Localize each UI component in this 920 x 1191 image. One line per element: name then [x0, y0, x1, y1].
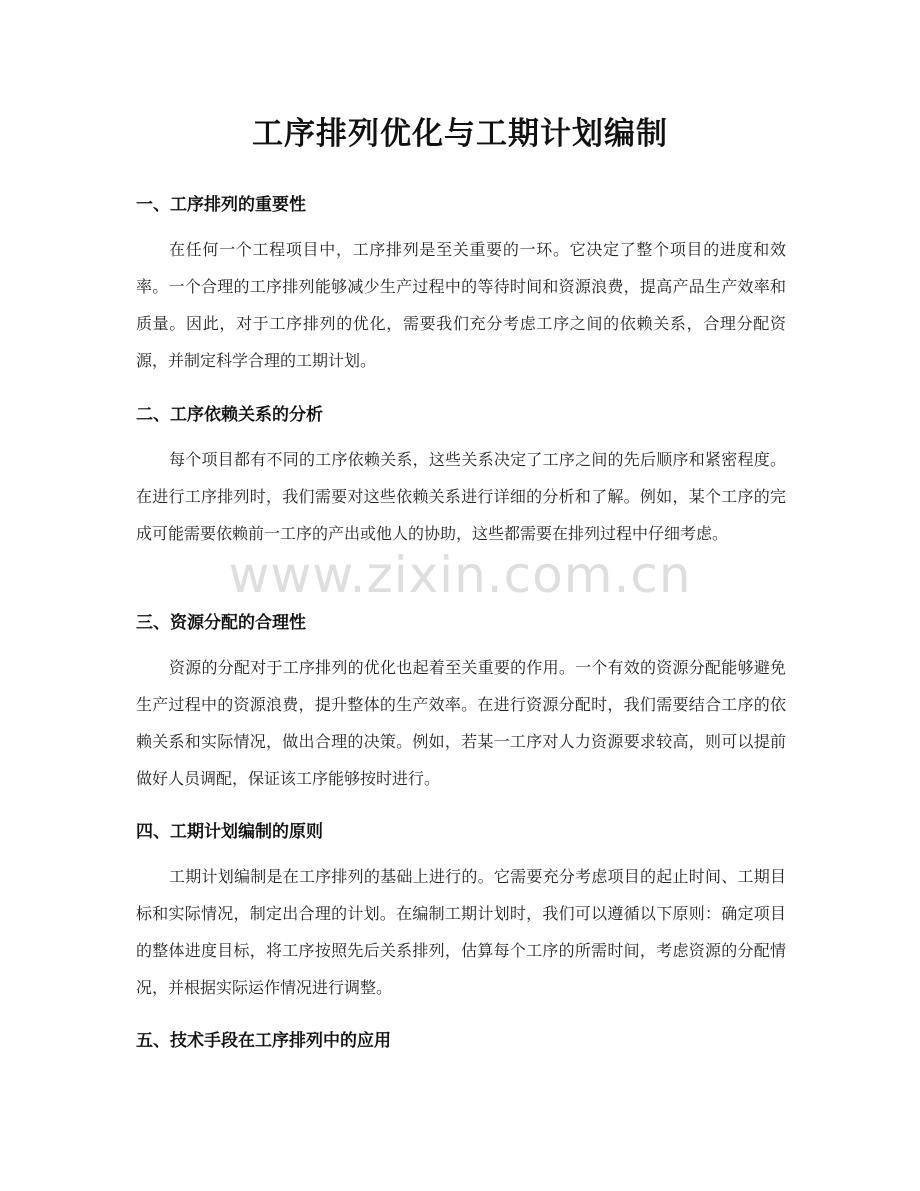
section-body-4: 工期计划编制是在工序排列的基础上进行的。它需要充分考虑项目的起止时间、工期目标和实际情况，制定出合理的计划。在编制工期计划时，我们可以遵循以下原则：确定项目的整体进度目标，将工序按照先后关系排列，估算每个工序的所需时间，考虑资源的分配情况，并根据实际运作情况进行调整。	[136, 867, 786, 997]
document-title: 工序排列优化与工期计划编制	[252, 116, 668, 152]
section-heading-2: 二、工序依赖关系的分析	[136, 405, 323, 425]
section-body-3: 资源的分配对于工序排列的优化也起着至关重要的作用。一个有效的资源分配能够避免生产过程中的资源浪费，提升整体的生产效率。在进行资源分配时，我们需要结合工序的依赖关系和实际情况，做出合理的决策。例如，若某一工序对人力资源要求较高，则可以提前做好人员调配，保证该工序能够按时进行。	[136, 658, 786, 788]
section-heading-4: 四、工期计划编制的原则	[136, 822, 323, 842]
section-heading-1: 一、工序排列的重要性	[136, 195, 306, 215]
section-body-2: 每个项目都有不同的工序依赖关系，这些关系决定了工序之间的先后顺序和紧密程度。在进行工序排列时，我们需要对这些依赖关系进行详细的分析和了解。例如，某个工序的完成可能需要依赖前一工序的产出或他人的协助，这些都需要在排列过程中仔细考虑。	[136, 450, 786, 543]
section-heading-3: 三、资源分配的合理性	[136, 613, 306, 633]
watermark-text: www.zixin.com.cn	[228, 546, 692, 604]
section-heading-5: 五、技术手段在工序排列中的应用	[136, 1031, 391, 1051]
section-body-1: 在任何一个工程项目中，工序排列是至关重要的一环。它决定了整个项目的进度和效率。一个合理的工序排列能够减少生产过程中的等待时间和资源浪费，提高产品生产效率和质量。因此，对于工序排列的优化，需要我们充分考虑工序之间的依赖关系，合理分配资源，并制定科学合理的工期计划。	[136, 240, 786, 370]
